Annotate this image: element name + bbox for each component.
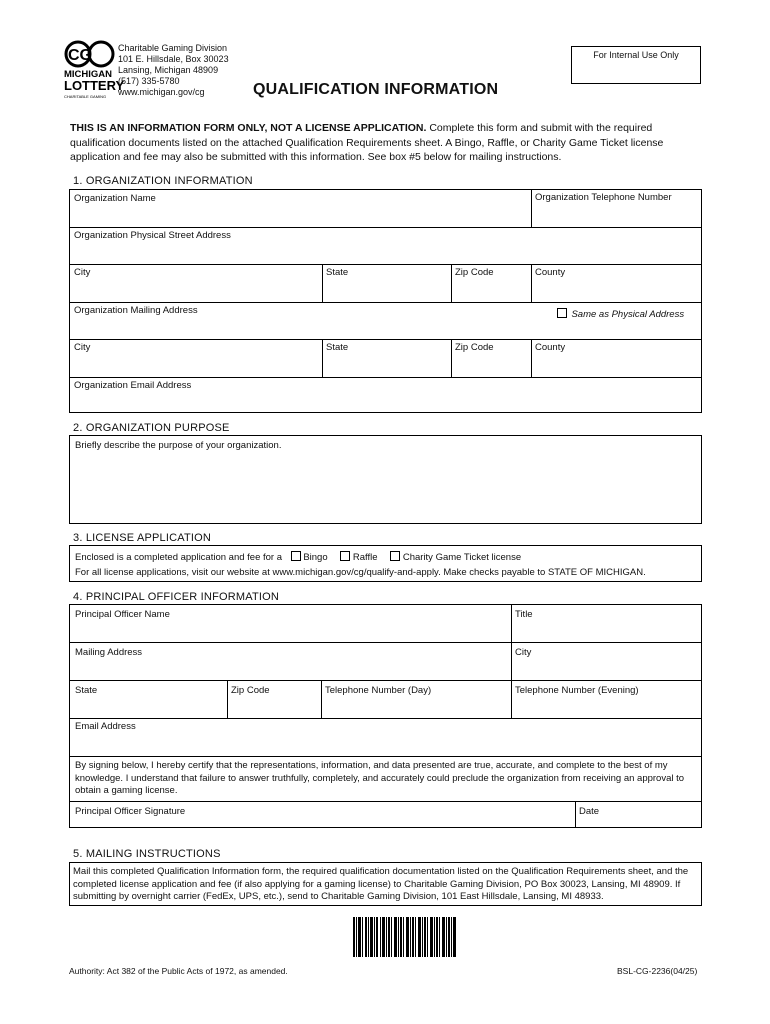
officer-zip-label: Zip Code bbox=[231, 685, 270, 696]
section1-title: 1. ORGANIZATION INFORMATION bbox=[73, 175, 253, 187]
divider bbox=[69, 302, 702, 303]
raffle-label: Raffle bbox=[352, 552, 378, 563]
internal-use-label: For Internal Use Only bbox=[593, 50, 679, 60]
officer-state-label: State bbox=[75, 685, 98, 696]
divider bbox=[531, 189, 532, 227]
intro-bold: THIS IS AN INFORMATION FORM ONLY, NOT A LICENSE APPLICATION. bbox=[70, 122, 427, 134]
divider bbox=[511, 604, 512, 642]
zip-label: Zip Code bbox=[455, 267, 494, 278]
divider bbox=[69, 801, 702, 802]
divider bbox=[321, 680, 322, 718]
logo-sub-text: CHARITABLE GAMING bbox=[64, 94, 107, 99]
section5-title: 5. MAILING INSTRUCTIONS bbox=[73, 848, 221, 860]
address-line: www.michigan.gov/cg bbox=[118, 87, 205, 97]
divider bbox=[531, 264, 532, 302]
bingo-checkbox[interactable] bbox=[291, 551, 301, 561]
signature-label: Principal Officer Signature bbox=[75, 806, 186, 817]
charity-game-checkbox[interactable] bbox=[390, 551, 400, 561]
barcode-icon bbox=[353, 917, 457, 957]
same-as-physical-checkbox-wrap bbox=[557, 304, 684, 322]
divider bbox=[69, 680, 702, 681]
date-label: Date bbox=[579, 806, 600, 817]
divider bbox=[322, 339, 323, 377]
divider bbox=[69, 377, 702, 378]
divider bbox=[69, 756, 702, 757]
phone-day-label: Telephone Number (Day) bbox=[325, 685, 432, 696]
charity-game-label: Charity Game Ticket license bbox=[402, 552, 522, 563]
county-label: County bbox=[535, 267, 566, 278]
divider bbox=[69, 264, 702, 265]
city-label: City bbox=[74, 267, 91, 278]
zip-label: Zip Code bbox=[455, 342, 494, 353]
same-as-physical-checkbox[interactable] bbox=[557, 308, 567, 318]
divider bbox=[451, 339, 452, 377]
divider bbox=[69, 339, 702, 340]
same-as-physical-label: Same as Physical Address bbox=[571, 309, 685, 320]
divider bbox=[511, 642, 512, 680]
org-name-label: Organization Name bbox=[74, 193, 156, 204]
divider bbox=[69, 227, 702, 228]
intro-rest: Complete this form and submit with the required qualification documents listed on the attached Qualification Requirements sheet. A Bingo, Raffle, or Charity Game Ticket license application and fee may also be submitted with this information. See box #5 below for mailing instructions. bbox=[70, 122, 664, 163]
logo-lottery-text: LOTTERY bbox=[64, 78, 125, 93]
divider bbox=[575, 801, 576, 828]
form-revision: (04/25) bbox=[670, 966, 698, 976]
enclosed-label: Enclosed is a completed application and fee for a bbox=[75, 552, 283, 563]
logo-michigan-text: MICHIGAN bbox=[64, 69, 113, 80]
section3-title: 3. LICENSE APPLICATION bbox=[73, 532, 212, 544]
michigan-lottery-logo-icon bbox=[64, 40, 125, 100]
divider bbox=[511, 680, 512, 718]
license-note: For all license applications, visit our website at www.michigan.gov/cg/qualify-and-apply. Make checks payable to STATE OF MICHIGAN. bbox=[75, 567, 646, 578]
mailing-instructions-text: Mail this completed Qualification Information form, the required qualification documentation listed on the Qualification Requirements sheet, and the completed license application and fee (if also applying for a gaming license) to Charitable Gaming Division, PO Box 30023, Lansing, MI 48909. If submitting by overnight carrier (FedEx, UPS, etc.), send to Charitable Gaming Division, 101 East Hillsdale, Lansing, MI 48933. bbox=[73, 866, 689, 902]
intro-paragraph bbox=[70, 121, 700, 165]
internal-use-box bbox=[571, 46, 701, 84]
address-line: (517) 335-5780 bbox=[118, 76, 180, 86]
logo-cg-text: CG bbox=[68, 47, 92, 64]
form-number-code: BSL-CG-2236 bbox=[617, 966, 671, 976]
state-label: State bbox=[326, 342, 349, 353]
divider bbox=[69, 642, 702, 643]
street-label: Organization Physical Street Address bbox=[74, 230, 231, 241]
org-phone-label: Organization Telephone Number bbox=[535, 192, 672, 203]
phone-evening-label: Telephone Number (Evening) bbox=[515, 685, 639, 696]
state-label: State bbox=[326, 267, 349, 278]
divider bbox=[451, 264, 452, 302]
county-label: County bbox=[535, 342, 566, 353]
officer-email-label: Email Address bbox=[75, 721, 136, 732]
officer-mailing-label: Mailing Address bbox=[75, 647, 143, 658]
form-number bbox=[617, 966, 697, 976]
address-line: Lansing, Michigan 48909 bbox=[118, 65, 219, 75]
city-label: City bbox=[74, 342, 91, 353]
divider bbox=[322, 264, 323, 302]
authority-text: Authority: Act 382 of the Public Acts of 1972, as amended. bbox=[69, 966, 288, 976]
mailing-label: Organization Mailing Address bbox=[74, 305, 198, 316]
address-line: Charitable Gaming Division bbox=[118, 43, 228, 53]
license-options bbox=[75, 551, 521, 563]
raffle-checkbox[interactable] bbox=[340, 551, 350, 561]
divider bbox=[69, 718, 702, 719]
division-address bbox=[118, 43, 229, 98]
email-label: Organization Email Address bbox=[74, 380, 192, 391]
section2-title: 2. ORGANIZATION PURPOSE bbox=[73, 422, 230, 434]
divider bbox=[531, 339, 532, 377]
bingo-label: Bingo bbox=[303, 552, 328, 563]
officer-city-label: City bbox=[515, 647, 532, 658]
officer-title-label: Title bbox=[515, 609, 533, 620]
address-line: 101 E. Hillsdale, Box 30023 bbox=[118, 54, 229, 64]
section4-title: 4. PRINCIPAL OFFICER INFORMATION bbox=[73, 591, 280, 603]
officer-name-label: Principal Officer Name bbox=[75, 609, 170, 620]
purpose-prompt: Briefly describe the purpose of your organization. bbox=[75, 440, 282, 451]
page-title: QUALIFICATION INFORMATION bbox=[253, 81, 499, 98]
certification-text: By signing below, I hereby certify that the representations, information, and data presented are true, accurate, and complete to the best of my knowledge. I understand that failure to answer truthfully, completely, and accurately could preclude the organization from receiving an approval to obtain a gaming license. bbox=[75, 760, 685, 796]
divider bbox=[227, 680, 228, 718]
